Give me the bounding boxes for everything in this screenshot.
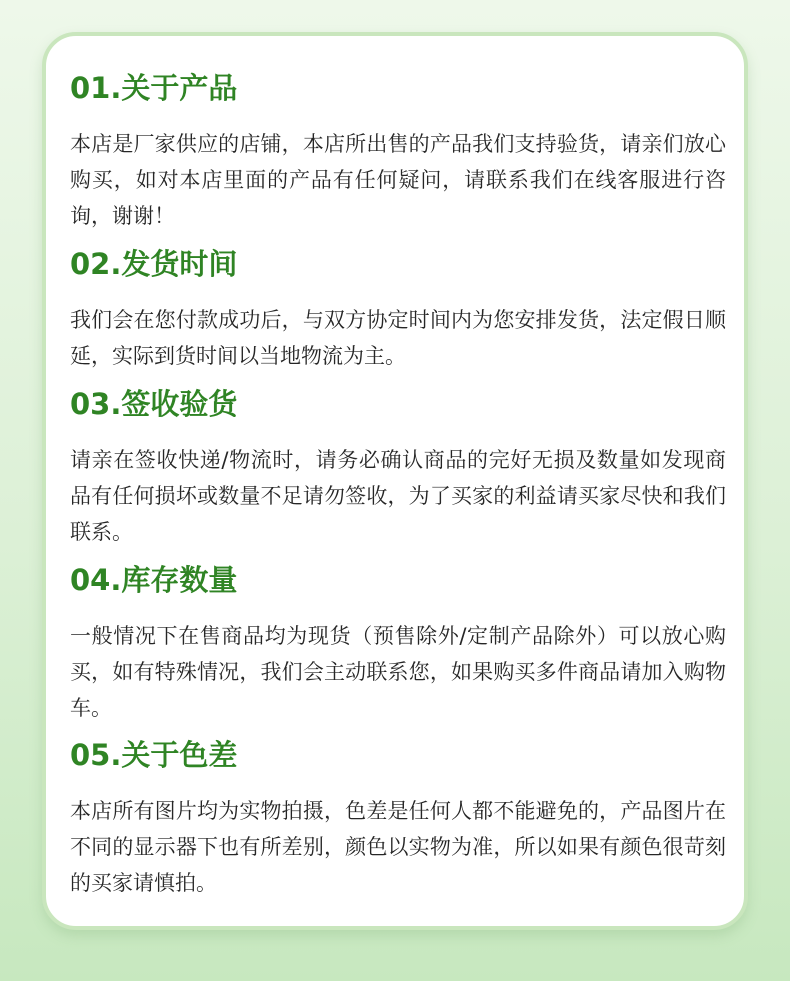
section-body: 请亲在签收快递/物流时，请务必确认商品的完好无损及数量如发现商品有任何损坏或数量不足请勿签收，为了买家的利益请买家尽快和我们联系。 bbox=[70, 448, 726, 544]
section-shipping-time bbox=[70, 246, 726, 374]
section-color-difference bbox=[70, 737, 726, 901]
section-heading: 03.签收验货 bbox=[70, 387, 238, 421]
section-about-product bbox=[70, 70, 726, 234]
section-body: 本店所有图片均为实物拍摄，色差是任何人都不能避免的，产品图片在不同的显示器下也有所差别，颜色以实物为准，所以如果有颜色很苛刻的买家请慎拍。 bbox=[70, 799, 726, 895]
section-body: 我们会在您付款成功后，与双方协定时间内为您安排发货，法定假日顺延，实际到货时间以当地物流为主。 bbox=[70, 308, 726, 368]
section-sign-and-inspect bbox=[70, 386, 726, 550]
section-heading: 02.发货时间 bbox=[70, 247, 238, 281]
section-heading: 04.库存数量 bbox=[70, 563, 238, 597]
section-heading: 05.关于色差 bbox=[70, 738, 238, 772]
section-body: 一般情况下在售商品均为现货（预售除外/定制产品除外）可以放心购买，如有特殊情况，我们会主动联系您，如果购买多件商品请加入购物车。 bbox=[70, 624, 726, 720]
store-notice-card bbox=[42, 32, 748, 930]
section-heading: 01.关于产品 bbox=[70, 71, 238, 105]
section-stock-quantity bbox=[70, 562, 726, 726]
section-body: 本店是厂家供应的店铺，本店所出售的产品我们支持验货，请亲们放心购买，如对本店里面的产品有任何疑问，请联系我们在线客服进行咨询，谢谢！ bbox=[70, 132, 726, 228]
